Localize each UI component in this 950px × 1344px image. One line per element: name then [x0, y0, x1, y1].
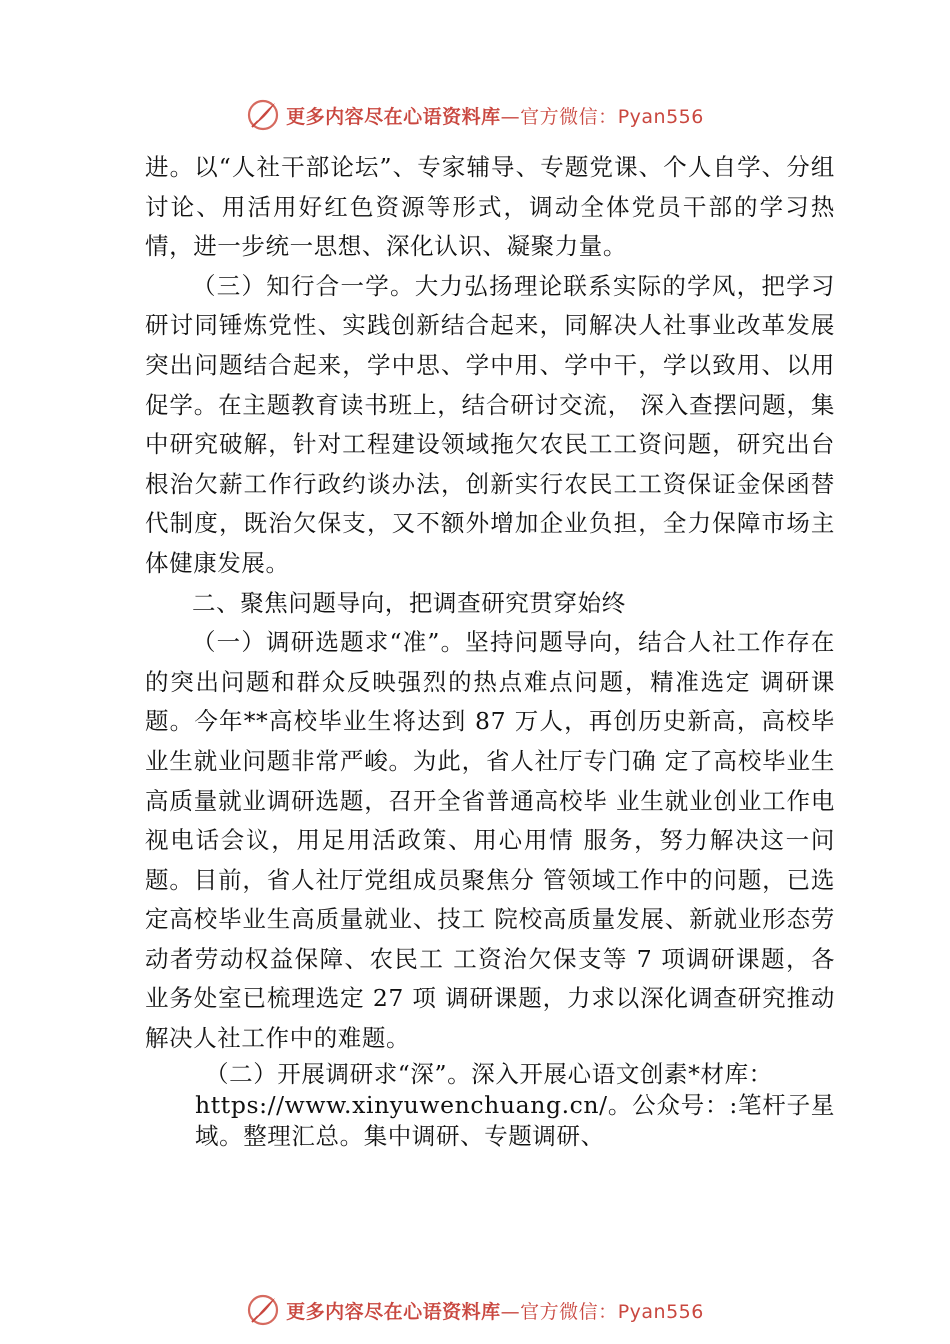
banner-label: 官方微信：	[520, 105, 618, 128]
banner-label: 官方微信：	[520, 1300, 618, 1323]
banner-account: Pyan556	[617, 1300, 704, 1323]
banner-text	[286, 1297, 704, 1324]
paragraph-1: 进。以“人社干部论坛”、专家辅导、专题党课、个人自学、分组讨论、用活用好红色资源等形式，调动全体党员干部的学习热情，进一步统一思想、深化认识、凝聚力量。	[145, 153, 835, 261]
section-heading: 二、聚焦问题导向，把调查研究贯穿始终	[192, 588, 626, 617]
paragraph-4-rest: https://www.xinyuwenchuang.cn/。公众号：:笔杆子星域。整理汇总。集中调研、专题调研、	[195, 1090, 835, 1150]
document-body	[145, 148, 835, 1152]
feather-pen-logo-icon	[246, 98, 280, 132]
paragraph-4-lead: （二）开展调研求“深”。深入开展心语文创素*材库：	[205, 1059, 773, 1088]
banner-text	[286, 102, 704, 129]
feather-pen-logo-icon	[246, 1293, 280, 1327]
paragraph-2: （三）知行合一学。大力弘扬理论联系实际的学风，把学习研讨同锤炼党性、实践创新结合起来，同解决人社事业改革发展突出问题结合起来，学中思、学中用、学中干，学以致用、以用促学。在主题教育读书班上，结合研讨交流， 深入查摆问题，集中研究破解，针对工程建设领域拖欠农民工工资问题，研究出台根治欠薪工作行政约谈办法，创新实行农民工工资保证金保函替代制度，既治欠保支，又不额外增加企业负担，全力保障市场主体健康发展。	[145, 271, 835, 577]
paragraph-4	[195, 1059, 835, 1152]
header-watermark-banner	[0, 95, 950, 135]
banner-dash: —	[500, 1300, 521, 1323]
banner-prefix: 更多内容尽在心语资料库	[286, 105, 501, 128]
footer-watermark-banner	[0, 1290, 950, 1330]
paragraph-3: （一）调研选题求“准”。坚持问题导向，结合人社工作存在的突出问题和群众反映强烈的热点难点问题，精准选定 调研课题。今年**高校毕业生将达到 87 万人，再创历史新高，高校毕业生就业问题非常严峻。为此，省人社厅专门确 定了高校毕业生高质量就业调研选题，召开全省普通高校毕 业生就业创业工作电视电话会议，用足用活政策、用心用情 服务，努力解决这一问题。目前，省人社厅党组成员聚焦分 管领域工作中的问题，已选定高校毕业生高质量就业、技工 院校高质量发展、新就业形态劳动者劳动权益保障、农民工 工资治欠保支等 7 项调研课题，各业务处室已梳理选定 27 项 调研课题，力求以深化调查研究推动解决人社工作中的难题。	[145, 628, 835, 1053]
banner-prefix: 更多内容尽在心语资料库	[286, 1300, 501, 1323]
banner-dash: —	[500, 105, 521, 128]
banner-account: Pyan556	[617, 105, 704, 128]
